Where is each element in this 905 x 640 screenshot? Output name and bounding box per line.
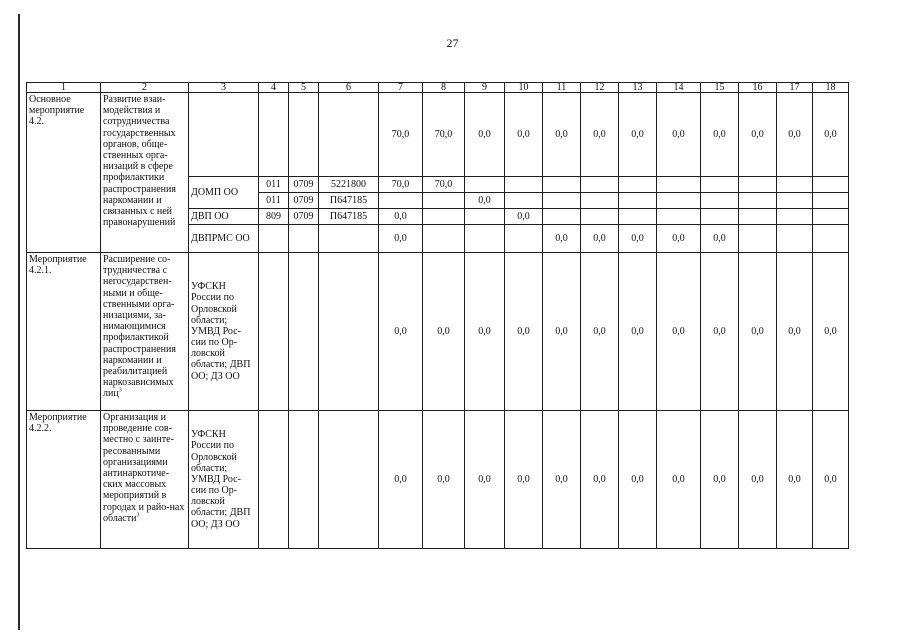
activity-description-text: Расширение со-трудничества с негосударствен-ными и обще-ственными орга-низациями, за-нимающимися профилактикой распространения наркомании и реабилитацией наркозависимых лиц (103, 254, 176, 400)
value-cell: 0,0 (581, 225, 619, 253)
column-header: 9 (465, 83, 505, 93)
value-cell (423, 225, 465, 253)
budget-table (26, 82, 849, 549)
value-cell: 0,0 (505, 209, 543, 225)
value-cell: 0,0 (543, 93, 581, 177)
value-cell: 0,0 (543, 411, 581, 549)
value-cell (739, 177, 777, 193)
value-cell (619, 177, 657, 193)
value-cell (813, 193, 849, 209)
value-cell: 0,0 (657, 411, 701, 549)
column-header: 1 (27, 83, 101, 93)
value-cell: 0,0 (813, 411, 849, 549)
value-cell: 0,0 (701, 411, 739, 549)
value-cell: 0,0 (619, 411, 657, 549)
value-cell (657, 209, 701, 225)
value-cell (739, 193, 777, 209)
value-cell (777, 209, 813, 225)
column-header: 13 (619, 83, 657, 93)
value-cell: 0,0 (379, 209, 423, 225)
executor-cell (189, 93, 259, 177)
value-cell: 0,0 (543, 225, 581, 253)
value-cell (581, 193, 619, 209)
value-cell (619, 209, 657, 225)
rzpr-cell (289, 253, 319, 411)
column-header: 16 (739, 83, 777, 93)
rzpr-cell (289, 225, 319, 253)
value-cell: 0,0 (505, 93, 543, 177)
value-cell (619, 193, 657, 209)
column-header: 18 (813, 83, 849, 93)
value-cell (543, 193, 581, 209)
table-row (27, 253, 849, 411)
value-cell: 0,0 (465, 411, 505, 549)
column-header: 11 (543, 83, 581, 93)
value-cell (543, 209, 581, 225)
column-header: 12 (581, 83, 619, 93)
value-cell (701, 193, 739, 209)
grbs-cell (259, 225, 289, 253)
value-cell (777, 225, 813, 253)
rzpr-cell (289, 411, 319, 549)
value-cell (379, 193, 423, 209)
value-cell: 0,0 (581, 253, 619, 411)
column-header: 5 (289, 83, 319, 93)
value-cell: 70,0 (423, 177, 465, 193)
table-row (27, 411, 849, 549)
value-cell: 0,0 (657, 93, 701, 177)
value-cell (739, 225, 777, 253)
value-cell (701, 209, 739, 225)
grbs-cell (259, 411, 289, 549)
value-cell (505, 177, 543, 193)
executor-cell: УФСКН России по Орловской области; УМВД Рос-сии по Ор-ловской области; ДВП ОО; ДЗ ОО (189, 411, 259, 549)
table-row (27, 93, 849, 177)
rzpr-cell: 0709 (289, 177, 319, 193)
value-cell: 0,0 (777, 253, 813, 411)
activity-name: Основное мероприятие 4.2. (27, 93, 101, 253)
column-header: 8 (423, 83, 465, 93)
activity-description: Развитие взаи-модействия и сотрудничества государственных органов, обще-ственных орга-низаций в сфере профилактики распространения наркомании и связанных с ней правонарушений (101, 93, 189, 253)
activity-description (101, 411, 189, 549)
value-cell (505, 225, 543, 253)
value-cell (465, 225, 505, 253)
value-cell: 0,0 (619, 253, 657, 411)
value-cell (657, 193, 701, 209)
grbs-cell: 011 (259, 193, 289, 209)
page-number: 27 (446, 36, 459, 50)
executor-cell: ДОМП ОО (189, 177, 259, 209)
value-cell: 0,0 (581, 93, 619, 177)
value-cell: 0,0 (465, 253, 505, 411)
grbs-cell: 809 (259, 209, 289, 225)
value-cell: 0,0 (423, 411, 465, 549)
column-header: 17 (777, 83, 813, 93)
value-cell: 0,0 (465, 93, 505, 177)
value-cell: 0,0 (657, 225, 701, 253)
footnote-mark: 3 (136, 512, 140, 519)
rzpr-cell: 0709 (289, 193, 319, 209)
value-cell: 0,0 (701, 253, 739, 411)
value-cell (657, 177, 701, 193)
value-cell: 0,0 (505, 253, 543, 411)
value-cell (701, 177, 739, 193)
activity-name: Мероприятие 4.2.2. (27, 411, 101, 549)
csr-cell: П647185 (319, 209, 379, 225)
value-cell: 0,0 (739, 253, 777, 411)
csr-cell (319, 253, 379, 411)
value-cell: 0,0 (813, 253, 849, 411)
value-cell: 0,0 (777, 93, 813, 177)
value-cell: 0,0 (465, 193, 505, 209)
activity-description-text: Организация и проведение сов-местно с заинте-ресованными организациями антинаркотиче-ских массовых мероприятий в городах и райо-нах области (103, 412, 185, 524)
value-cell (423, 209, 465, 225)
value-cell: 0,0 (657, 253, 701, 411)
value-cell: 0,0 (543, 253, 581, 411)
csr-cell (319, 93, 379, 177)
value-cell: 0,0 (619, 225, 657, 253)
column-header: 6 (319, 83, 379, 93)
activity-name: Мероприятие 4.2.1. (27, 253, 101, 411)
column-header-row (27, 83, 849, 93)
value-cell: 0,0 (701, 225, 739, 253)
value-cell (777, 177, 813, 193)
csr-cell: П647185 (319, 193, 379, 209)
grbs-cell (259, 253, 289, 411)
value-cell (813, 225, 849, 253)
value-cell: 0,0 (701, 93, 739, 177)
value-cell: 70,0 (379, 177, 423, 193)
csr-cell (319, 225, 379, 253)
value-cell: 0,0 (379, 253, 423, 411)
grbs-cell (259, 93, 289, 177)
activity-description (101, 253, 189, 411)
value-cell (777, 193, 813, 209)
column-header: 7 (379, 83, 423, 93)
csr-cell (319, 411, 379, 549)
csr-cell: 5221800 (319, 177, 379, 193)
footnote-mark: 3 (118, 387, 122, 394)
value-cell (465, 177, 505, 193)
value-cell: 70,0 (379, 93, 423, 177)
value-cell (465, 209, 505, 225)
value-cell (739, 209, 777, 225)
column-header: 14 (657, 83, 701, 93)
value-cell: 0,0 (581, 411, 619, 549)
value-cell: 0,0 (813, 93, 849, 177)
value-cell (505, 193, 543, 209)
value-cell: 0,0 (505, 411, 543, 549)
value-cell: 0,0 (739, 93, 777, 177)
value-cell: 0,0 (423, 253, 465, 411)
column-header: 10 (505, 83, 543, 93)
value-cell: 0,0 (379, 225, 423, 253)
value-cell (543, 177, 581, 193)
value-cell (423, 193, 465, 209)
value-cell (581, 209, 619, 225)
value-cell: 0,0 (379, 411, 423, 549)
value-cell (813, 209, 849, 225)
scan-edge-shadow (18, 14, 20, 630)
rzpr-cell: 0709 (289, 209, 319, 225)
column-header: 4 (259, 83, 289, 93)
executor-cell: ДВП ОО (189, 209, 259, 225)
grbs-cell: 011 (259, 177, 289, 193)
value-cell: 0,0 (777, 411, 813, 549)
value-cell: 70,0 (423, 93, 465, 177)
value-cell (813, 177, 849, 193)
column-header: 2 (101, 83, 189, 93)
column-header: 3 (189, 83, 259, 93)
value-cell (581, 177, 619, 193)
executor-cell: УФСКН России по Орловской области; УМВД Рос-сии по Ор-ловской области; ДВП ОО; ДЗ ОО (189, 253, 259, 411)
value-cell: 0,0 (739, 411, 777, 549)
executor-cell: ДВПРМС ОО (189, 225, 259, 253)
value-cell: 0,0 (619, 93, 657, 177)
rzpr-cell (289, 93, 319, 177)
column-header: 15 (701, 83, 739, 93)
